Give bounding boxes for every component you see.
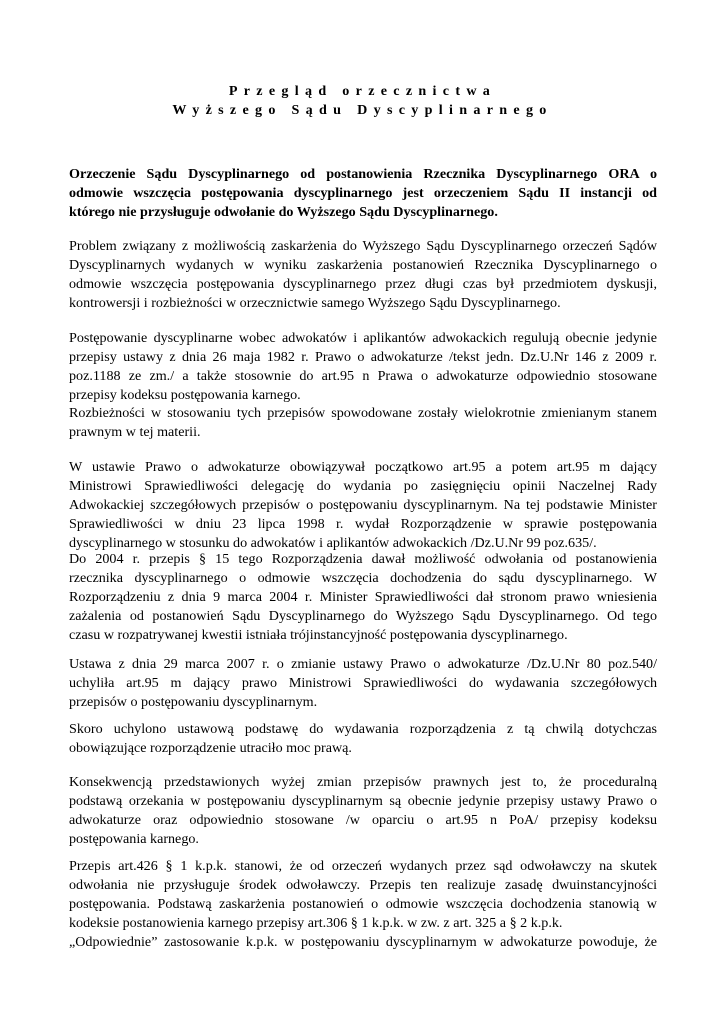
paragraph-line: kontrowersji i rozbieżności w orzecznictwie samego Wyższego Sądu Dyscyplinarnego. — [69, 295, 561, 311]
paragraph-line: Do 2004 r. przepis § 15 tego Rozporządzenia dawał możliwość odwołania od postanowienia — [69, 551, 657, 567]
paragraph-line: zażalenia od postanowień Sądu Dyscyplinarnego do Wyższego Sądu Dyscyplinarnego. Od tego — [69, 608, 657, 624]
paragraph-line: adwokaturze oraz odpowiednio stosowane /w oparciu o art.95 n PoA/ przepisy kodeksu — [69, 812, 657, 828]
paragraph-line: Problem związany z możliwością zaskarżenia do Wyższego Sądu Dyscyplinarnego orzeczeń Sądów — [69, 238, 657, 254]
paragraph-line: podstawą orzekania w postępowaniu dyscyplinarnym są obecnie jedynie przepisy ustawy Prawo o — [69, 793, 657, 809]
paragraph-line: Postępowanie dyscyplinarne wobec adwokatów i aplikantów adwokackich regulują obecnie jedynie — [69, 330, 657, 346]
paragraph-line: przepisów o postępowaniu dyscyplinarnym. — [69, 694, 318, 710]
paragraph-line: „Odpowiednie” zastosowanie k.p.k. w postępowaniu dyscyplinarnym w adwokaturze powoduje, że — [69, 934, 657, 950]
paragraph-line: czasu w rozpatrywanej kwestii istniała trójinstancyjność postępowania dyscyplinarnego. — [69, 627, 568, 643]
paragraph-line: W ustawie Prawo o adwokaturze obowiązywał początkowo art.95 a potem art.95 m dający — [69, 459, 657, 475]
paragraph — [69, 550, 657, 645]
document-header-line-2: Wyższego Sądu Dyscyplinarnego — [172, 102, 553, 118]
paragraph-line: przepisy ustawy z dnia 26 maja 1982 r. Prawo o adwokaturze /tekst jedn. Dz.U.Nr 146 z 2009 r. — [69, 349, 657, 365]
paragraph-line: Adwokackiej szczegółowych przepisów o postępowaniu dyscyplinarnym. Na tej podstawie Minister — [69, 497, 657, 513]
paragraph — [69, 857, 657, 952]
paragraph — [69, 404, 657, 442]
paragraph-line: Ustawa z dnia 29 marca 2007 r. o zmianie ustawy Prawo o adwokaturze /Dz.U.Nr 80 poz.540/ — [69, 656, 657, 672]
paragraph-line: prawnym w tej materii. — [69, 424, 201, 440]
paragraph-line: Konsekwencją przedstawionych wyżej zmian przepisów prawnych jest to, że proceduralną — [69, 774, 657, 790]
paragraph-line: kodeksie postanowienia karnego przepisy art.306 § 1 k.p.k. w zw. z art. 325 a § 2 k.p.k. — [69, 915, 563, 931]
paragraph-line: Skoro uchylono ustawową podstawę do wydawania rozporządzenia z tą chwilą dotychczas — [69, 721, 657, 737]
paragraph — [69, 237, 657, 313]
ruling-heading — [69, 165, 657, 222]
paragraph-line: Sprawiedliwości w dniu 23 lipca 1998 r. wydał Rozporządzenie w sprawie postępowania — [69, 516, 657, 532]
document-header-line-1: Przegląd orzecznictwa — [228, 83, 497, 99]
paragraph-line: przepisy kodeksu postępowania karnego. — [69, 387, 301, 403]
paragraph — [69, 773, 657, 849]
paragraph-line: postępowania. Podstawą zaskarżenia postanowień o odmowie wszczęcia dochodzenia stanowią w — [69, 896, 657, 912]
heading-line: odmowie wszczęcia postępowania dyscyplinarnego jest orzeczeniem Sądu II instancji od — [69, 185, 657, 201]
paragraph-line: obowiązujące rozporządzenie utraciło moc prawą. — [69, 740, 352, 756]
paragraph-line: Rozporządzeniu z dnia 9 marca 2004 r. Minister Sprawiedliwości dał stronom prawo wniesienia — [69, 589, 657, 605]
heading-line: którego nie przysługuje odwołanie do Wyższego Sądu Dyscyplinarnego. — [69, 204, 498, 220]
heading-line: Orzeczenie Sądu Dyscyplinarnego od postanowienia Rzecznika Dyscyplinarnego ORA o — [69, 166, 657, 182]
paragraph — [69, 720, 657, 758]
paragraph — [69, 655, 657, 712]
paragraph-line: dyscyplinarnego w stosunku do adwokatów i aplikantów adwokackich /Dz.U.Nr 99 poz.635/. — [69, 535, 597, 551]
paragraph-line: odwołania nie przysługuje środek odwoławczy. Przepis ten realizuje zasadę dwuinstancyjności — [69, 877, 657, 893]
paragraph-line: uchyliła art.95 m dający prawo Ministrowi Sprawiedliwości do wydawania szczegółowych — [69, 675, 657, 691]
paragraph-line: Ministrowi Sprawiedliwości delegację do wydania po zasięgnięciu opinii Naczelnej Rady — [69, 478, 657, 494]
paragraph-line: odmowie wszczęcia postępowania dyscyplinarnego przez długi czas był przedmiotem dyskusji, — [69, 276, 657, 292]
paragraph — [69, 458, 657, 553]
paragraph-line: postępowania karnego. — [69, 831, 199, 847]
paragraph-line: Dyscyplinarnych wydanych w wyniku zaskarżenia postanowień Rzecznika Dyscyplinarnego o — [69, 257, 657, 273]
paragraph-line: poz.1188 ze zm./ a także stosownie do art.95 n Prawa o adwokaturze odpowiednio stosowane — [69, 368, 657, 384]
paragraph-line: Rozbieżności w stosowaniu tych przepisów spowodowane zostały wielokrotnie zmienianym stanem — [69, 405, 657, 421]
paragraph-line: Przepis art.426 § 1 k.p.k. stanowi, że od orzeczeń wydanych przez sąd odwoławczy na skutek — [69, 858, 657, 874]
paragraph-line: rzecznika dyscyplinarnego o odmowie wszczęcia dochodzenia do sądu dyscyplinarnego. W — [69, 570, 657, 586]
paragraph — [69, 329, 657, 405]
